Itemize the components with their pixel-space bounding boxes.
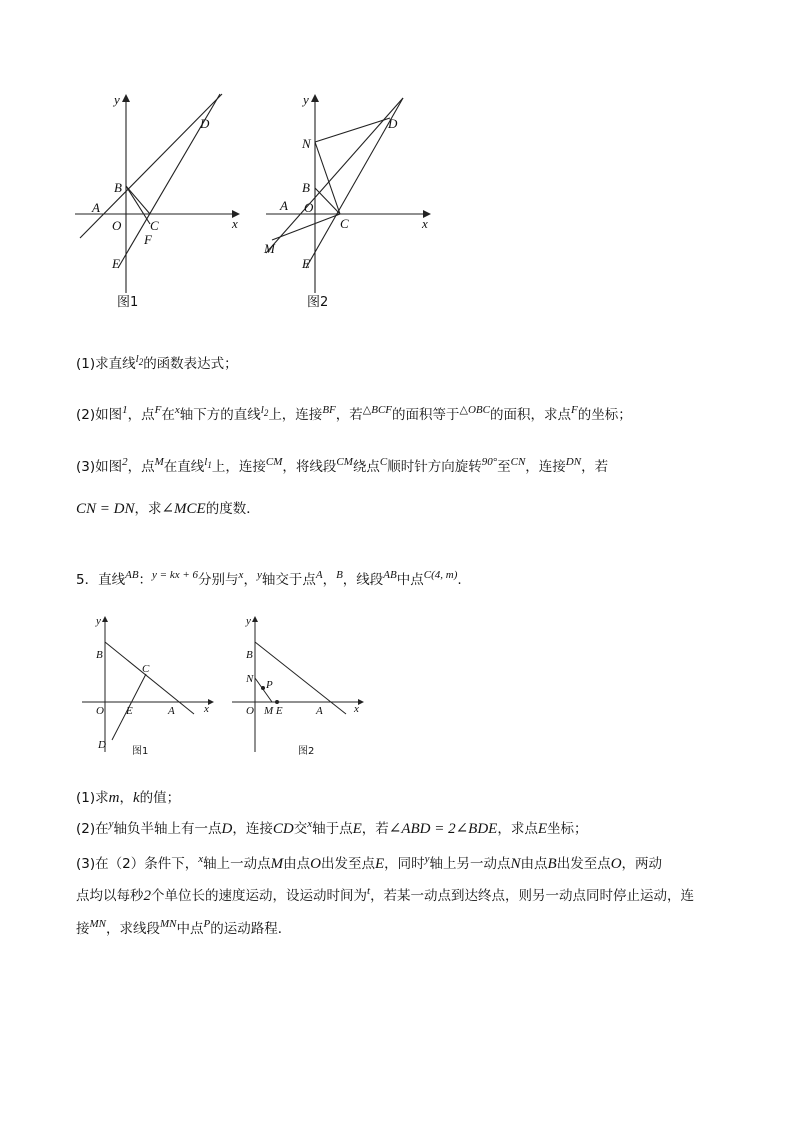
y-arrow-icon (122, 94, 130, 102)
label-M: M (264, 241, 275, 256)
figure-1-top (70, 88, 250, 318)
label-O: O (96, 705, 104, 717)
label-B: B (96, 649, 103, 661)
label-B: B (302, 180, 310, 195)
q5-figure-2 (226, 612, 376, 762)
label-x: x (204, 703, 209, 715)
label-E: E (112, 256, 120, 271)
label-x: x (422, 216, 428, 231)
segment-CN (315, 142, 340, 214)
q4-part-3: (3)如图$^2$，点$^M$在直线$^{l_1}$上，连接$^{CM}$，将线段$^{CM}$绕点$^C$顺时针方向旋转$^{90^\circ}$至$^{CN}$，连接$^{DN}$，若 (76, 456, 609, 475)
figure-2-top (258, 88, 448, 318)
segment-BC (126, 186, 150, 214)
label-y: y (96, 615, 101, 627)
label-O: O (246, 705, 254, 717)
point-P (261, 686, 265, 690)
q5-part-3: (3)在（2）条件下，$^x$轴上一动点M由点O出发至点E，同时$^y$轴上另一动点N由点B出发至点O，两动 (76, 853, 663, 872)
label-A: A (280, 198, 288, 213)
q5-part-2: (2)在$^y$轴负半轴上有一点D，连接CD交$^x$轴于点E，若∠ABD = 2∠BDE，求点E坐标； (76, 818, 588, 837)
y-arrow-icon (311, 94, 319, 102)
q4-part-2: (2)如图$^1$，点$^F$在$^x$轴下方的直线$^{l_2}$上，连接$^{BF}$，若$^{\triangle BCF}$的面积等于$^{\triangle OBC}$的面积，求点$^F$的坐标； (76, 404, 632, 423)
label-C: C (340, 216, 349, 231)
label-A: A (92, 200, 100, 215)
segment-BF (126, 186, 150, 224)
line-l1 (266, 98, 403, 253)
label-D: D (200, 116, 210, 131)
label-ME: M E (264, 705, 283, 717)
label-O: O (112, 218, 122, 233)
label-N: N (246, 673, 254, 685)
label-D: D (98, 739, 106, 751)
q4-part-1: (1)求直线$^{l_2}$的函数表达式； (76, 353, 238, 372)
segment-DN (315, 118, 390, 142)
label-x: x (354, 703, 359, 715)
label-A: A (316, 705, 323, 717)
x-arrow-icon (358, 699, 364, 705)
y-arrow-icon (102, 616, 108, 622)
q5-part-3-end: 接$^{MN}$，求线段$^{MN}$中点$^P$的运动路程． (76, 918, 292, 937)
label-y: y (246, 615, 251, 627)
caption: 图1 (132, 746, 149, 757)
label-E: E (126, 705, 133, 717)
caption: 图2 (307, 295, 329, 310)
segment-BC (315, 188, 340, 214)
line-AB (105, 642, 194, 714)
q5-part-1: (1)求m，k的值； (76, 790, 181, 806)
label-F: F (144, 232, 152, 247)
label-C: C (142, 663, 150, 675)
y-arrow-icon (252, 616, 258, 622)
label-N: N (302, 136, 311, 151)
label-y: y (303, 92, 309, 107)
caption: 图2 (298, 746, 315, 757)
point-E (275, 700, 279, 704)
label-P: P (266, 679, 273, 691)
q4-part-3-cont: CN = DN，求∠MCE的度数． (76, 501, 260, 517)
label-A: A (168, 705, 175, 717)
label-B: B (114, 180, 122, 195)
caption: 图1 (117, 295, 139, 310)
label-E: E (302, 256, 310, 271)
q5-part-3-cont: 点均以每秒2个单位长的速度运动，设运动时间为$^t$，若某一动点到达终点，则另一动点同时停止运动，连 (76, 885, 695, 904)
label-y: y (114, 92, 120, 107)
q5-header: 5．直线$^{AB}$：$^{y = kx + 6}$分别与$^x$，$^y$轴交于点$^A$，$^B$，线段$^{AB}$中点$^{C(4, m)}$. (76, 569, 462, 588)
label-B: B (246, 649, 253, 661)
label-C: C (150, 218, 159, 233)
label-x: x (232, 216, 238, 231)
x-arrow-icon (208, 699, 214, 705)
label-D: D (388, 116, 398, 131)
line-AB (255, 642, 346, 714)
q5-figure-1 (76, 612, 226, 762)
label-O: O (304, 200, 314, 215)
